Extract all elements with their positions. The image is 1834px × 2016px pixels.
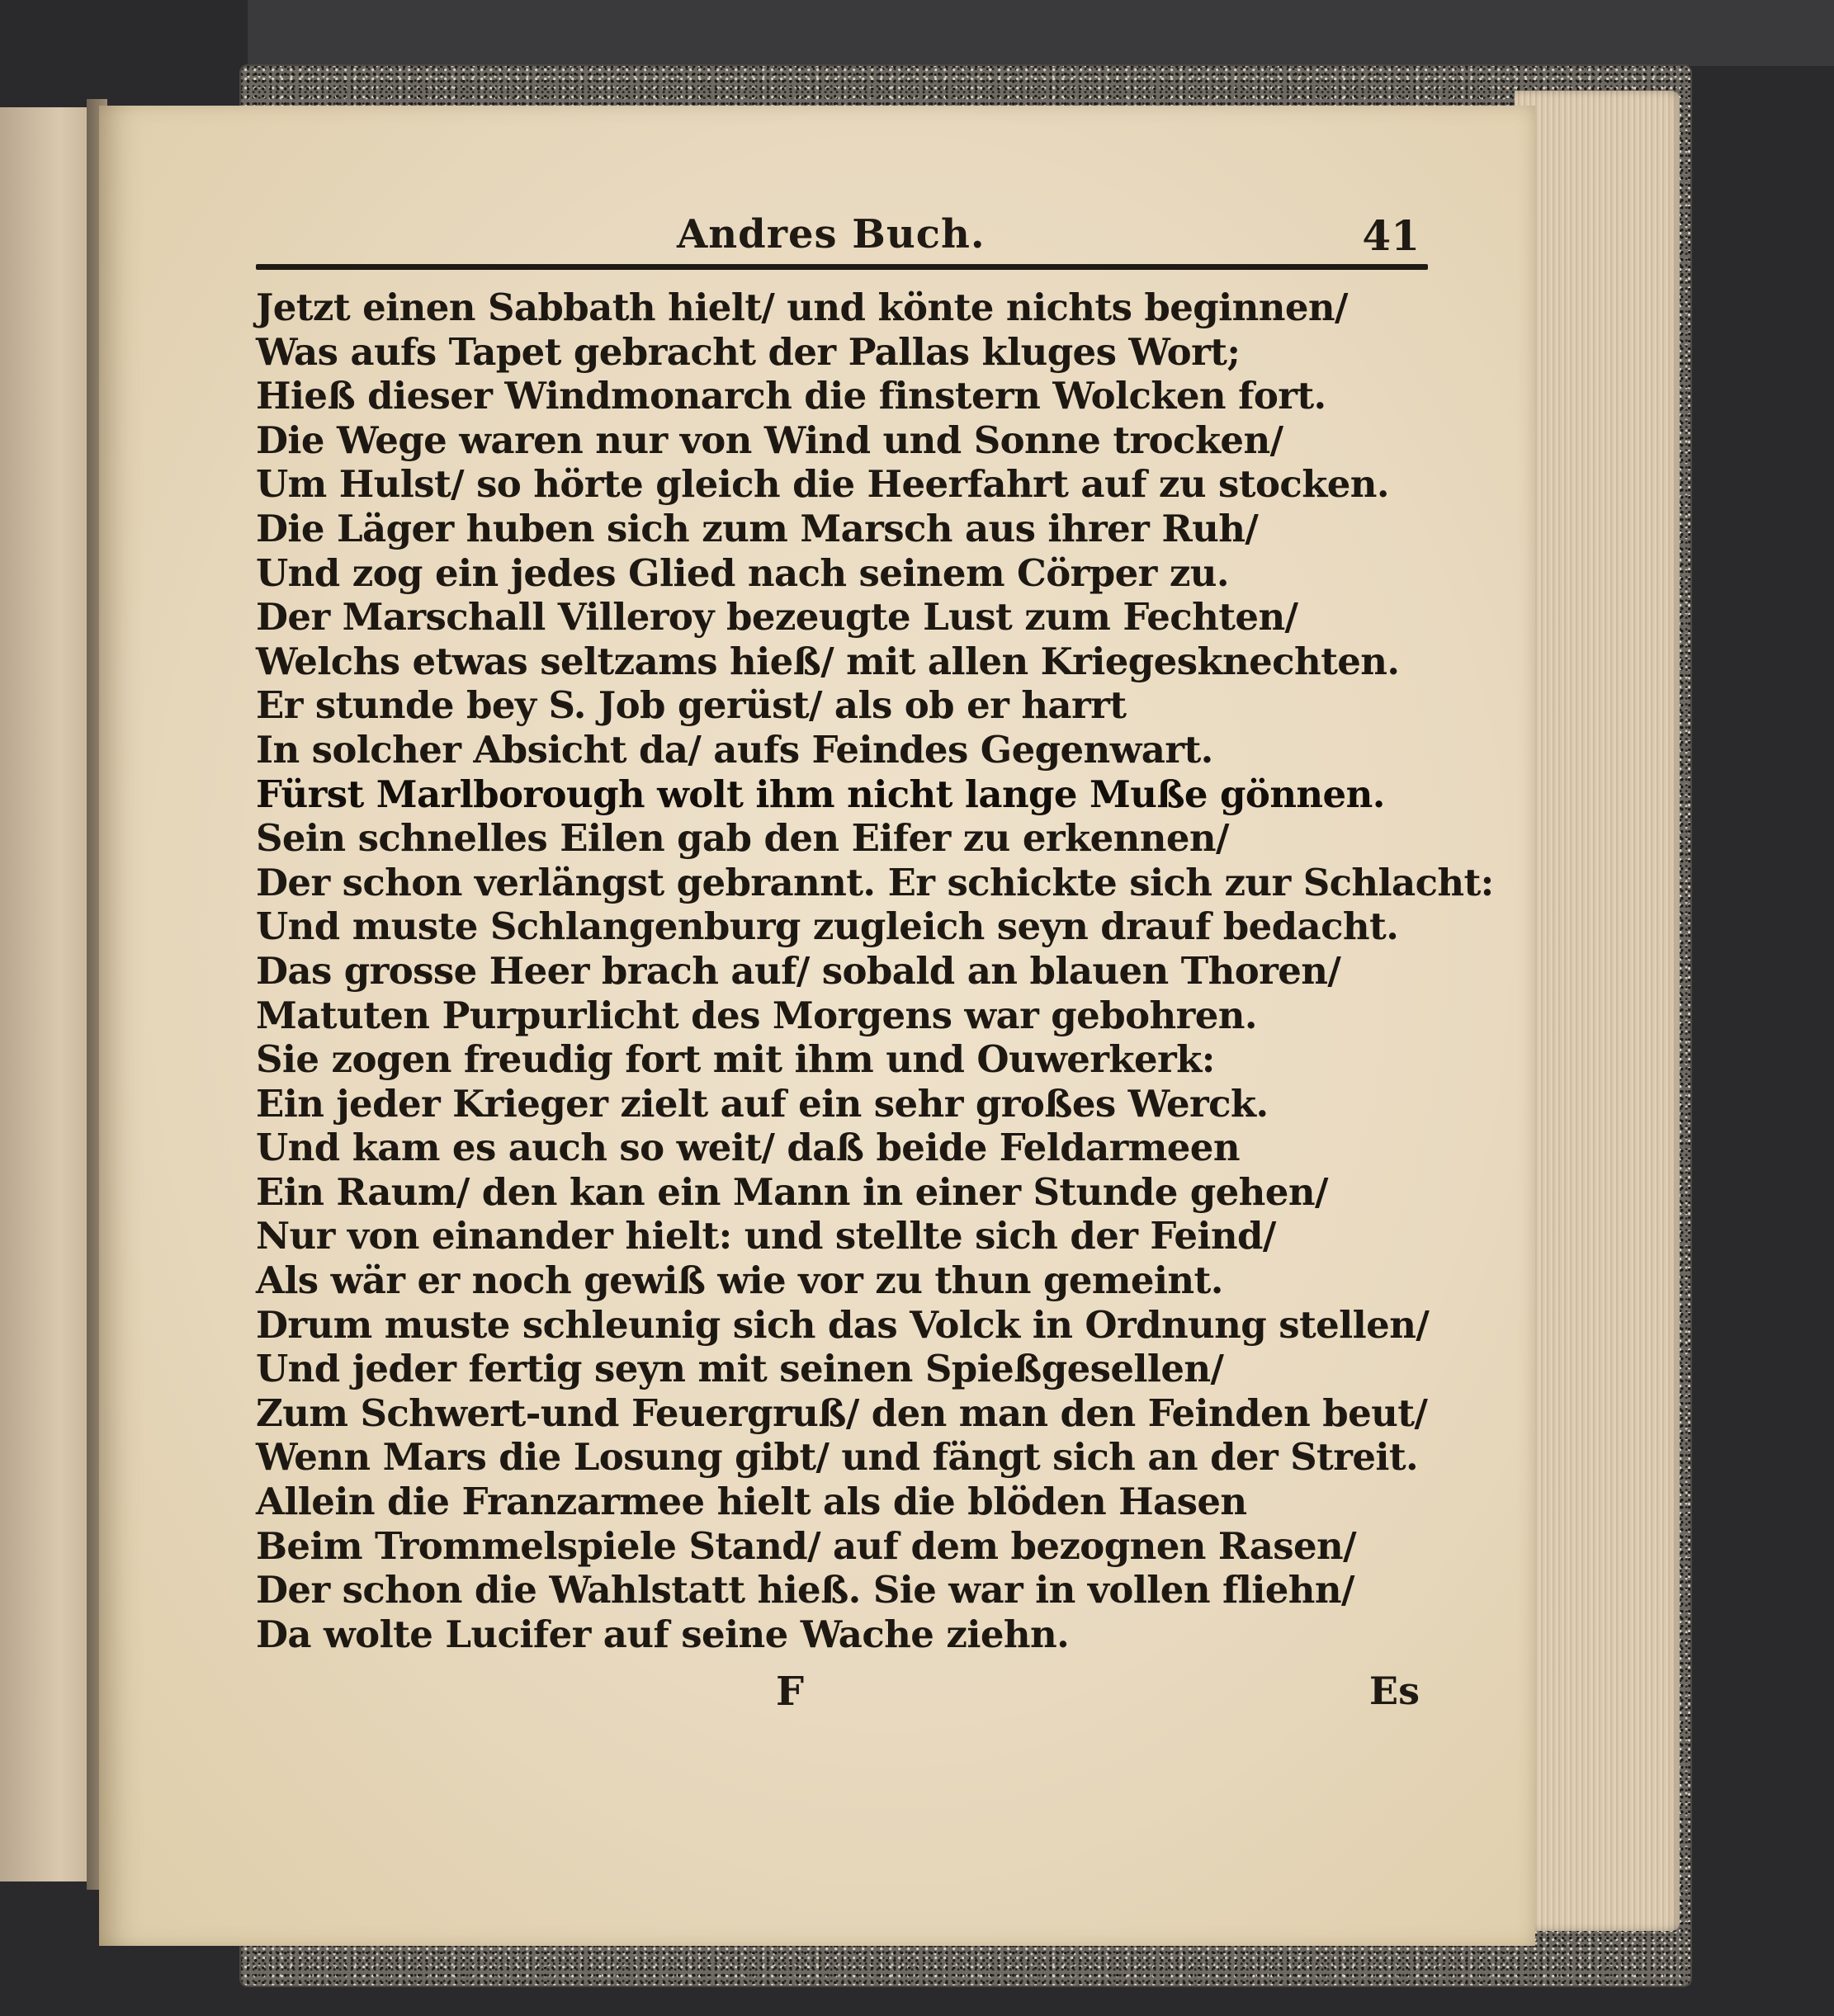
- verse-line: Und muste Schlangenburg zugleich seyn drauf bedacht.: [256, 904, 1399, 949]
- page-number: 41: [1362, 211, 1420, 260]
- book-page: [99, 106, 1535, 1946]
- verse-lines: [256, 286, 1494, 1656]
- page-edges: [1515, 91, 1680, 1931]
- verse-line: Ein jeder Krieger zielt auf ein sehr großes Werck.: [256, 1081, 1269, 1126]
- page-text-block: [256, 205, 1494, 1730]
- head-rule: [256, 264, 1428, 270]
- verse-line: In solcher Absicht da/ aufs Feindes Gegenwart.: [256, 727, 1213, 772]
- verse-line: Nur von einander hielt: und stellte sich der Feind/: [256, 1214, 1276, 1258]
- verse-line: Matuten Purpurlicht des Morgens war gebohren.: [256, 993, 1257, 1037]
- left-page-edge: [0, 107, 99, 1881]
- verse-line: Allein die Franzarmee hielt als die blöden Hasen: [256, 1480, 1247, 1524]
- verse-line: Die Wege waren nur von Wind und Sonne trocken/: [256, 418, 1283, 462]
- verse-line: Welchs etwas seltzams hieß/ mit allen Kriegesknechten.: [256, 639, 1400, 683]
- signature-mark: F: [776, 1669, 805, 1716]
- verse-line: Da wolte Lucifer auf seine Wache ziehn.: [256, 1612, 1070, 1656]
- verse-line: Der Marschall Villeroy bezeugte Lust zum Fechten/: [256, 595, 1298, 640]
- backdrop: [248, 0, 1834, 66]
- verse-line: Drum muste schleunig sich das Volck in Ordnung stellen/: [256, 1302, 1430, 1347]
- verse-line: Die Läger huben sich zum Marsch aus ihrer Ruh/: [256, 506, 1259, 550]
- verse-line: Er stunde bey S. Job gerüst/ als ob er harrt: [256, 683, 1127, 728]
- verse-line: Fürst Marlborough wolt ihm nicht lange Muße gönnen.: [256, 772, 1385, 816]
- verse-line: Hieß dieser Windmonarch die finstern Wolcken fort.: [256, 374, 1326, 418]
- verse-line: Sie zogen freudig fort mit ihm und Ouwerkerk:: [256, 1037, 1215, 1082]
- verse-line: Jetzt einen Sabbath hielt/ und könte nichts beginnen/: [256, 286, 1348, 329]
- verse-line: Ein Raum/ den kan ein Mann in einer Stunde gehen/: [256, 1169, 1328, 1214]
- verse-line: Was aufs Tapet gebracht der Pallas kluges Wort;: [256, 329, 1241, 374]
- verse-line: Der schon die Wahlstatt hieß. Sie war in vollen fliehn/: [256, 1568, 1354, 1612]
- running-head: [256, 205, 1428, 271]
- verse-line: Beim Trommelspiele Stand/ auf dem bezognen Rasen/: [256, 1523, 1357, 1568]
- verse-line: Das grosse Heer brach auf/ sobald an blauen Thoren/: [256, 948, 1341, 993]
- verse-line: Um Hulst/ so hörte gleich die Heerfahrt auf zu stocken.: [256, 462, 1389, 507]
- verse-line: Der schon verlängst gebrannt. Er schickte sich zur Schlacht:: [256, 860, 1494, 904]
- verse-line: Zum Schwert-und Feuergruß/ den man den Feinden beut/: [256, 1390, 1428, 1435]
- verse-line: Als wär er noch gewiß wie vor zu thun gemeint.: [256, 1258, 1223, 1303]
- running-title: Andres Buch.: [677, 211, 986, 257]
- verse-line: Und zog ein jedes Glied nach seinem Cörper zu.: [256, 550, 1229, 595]
- verse-line: Und jeder fertig seyn mit seinen Spießgesellen/: [256, 1347, 1224, 1391]
- page-footer: [256, 1664, 1428, 1730]
- verse-line: Wenn Mars die Losung gibt/ und fängt sich an der Streit.: [256, 1435, 1419, 1480]
- verse-line: Sein schnelles Eilen gab den Eifer zu erkennen/: [256, 816, 1229, 861]
- catchword: Es: [1369, 1669, 1420, 1714]
- verse-line: Und kam es auch so weit/ daß beide Feldarmeen: [256, 1126, 1240, 1170]
